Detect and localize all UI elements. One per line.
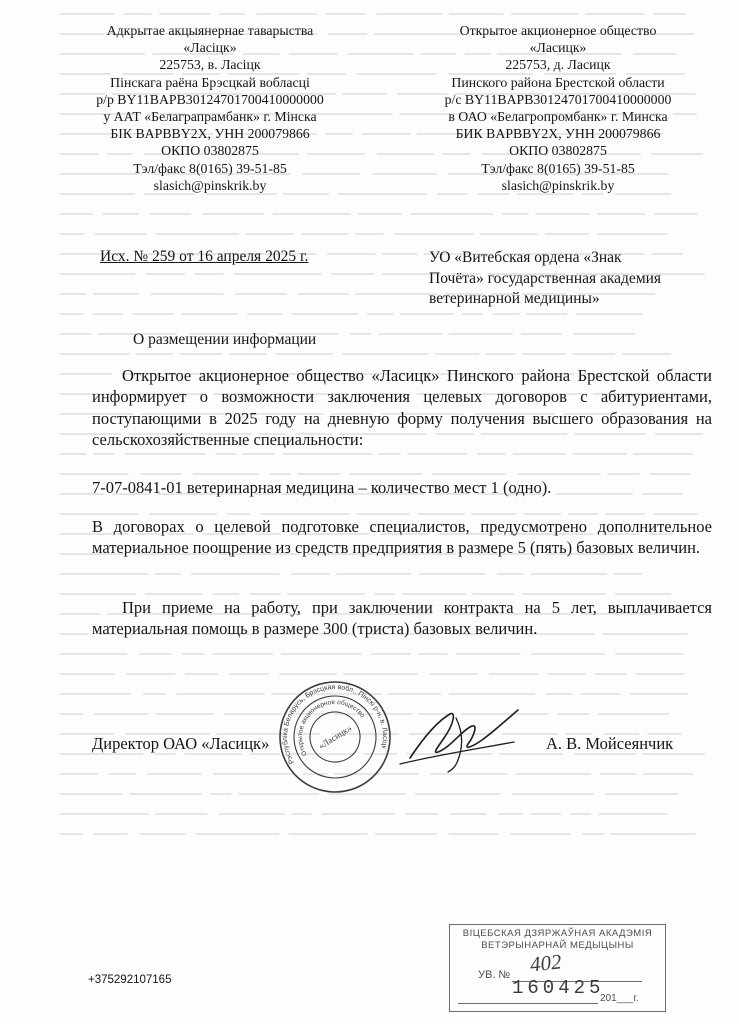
header-right-line: Пинского района Брестской области [451, 74, 665, 90]
seal-center-text: «Ласицк» [316, 722, 354, 752]
header-right-line: «Ласицк» [529, 40, 587, 56]
contact-phone: +375292107165 [88, 974, 172, 986]
header-right-line: 225753, д. Ласицк [505, 57, 611, 73]
header-right-line: ОКПО 03802875 [509, 143, 607, 159]
director-name: А. В. Мойсеянчик [546, 734, 674, 753]
registration-prefix: УВ. № [478, 969, 511, 981]
addressee-line: УО «Витебская ордена «Знак [429, 249, 622, 266]
outgoing-reference: Исх. № 259 от 16 апреля 2025 г. [100, 248, 309, 265]
header-left-line: 225753, в. Ласіцк [159, 57, 261, 73]
director-title: Директор ОАО «Ласицк» [92, 734, 270, 753]
header-left-line: «Ласіцк» [183, 40, 237, 56]
registration-stamp [449, 924, 666, 1012]
header-left-line: Адкрытае акцыянернае таварыства [106, 23, 314, 38]
registration-date-underline [458, 1003, 598, 1004]
company-seal [276, 678, 394, 796]
header-right-line: Открытое акционерное общество [459, 23, 657, 38]
header-left-line: БІК BAPBBY2X, УНН 200079866 [110, 126, 310, 142]
header-right-email: slasich@pinskrik.by [501, 177, 615, 193]
body-paragraph-employment: При приеме на работу, при заключении контракта на 5 лет, выплачивается материальная помощь в размере 300 (триста) базовых величин. [92, 598, 712, 639]
header-right-line: в ОАО «Белагропромбанк» г. Минска [448, 109, 668, 125]
header-left-line: р/р BY11BAPB30124701700410000000 [96, 91, 324, 107]
header-left-line: ОКПО 03802875 [161, 143, 259, 159]
header-left-email: slasich@pinskrik.by [153, 177, 267, 193]
header-belarusian [90, 22, 330, 194]
header-right-line: р/с BY11BAPB30124701700410000000 [444, 91, 672, 107]
body-paragraph-incentive: В договорах о целевой подготовке специалистов, предусмотрено дополнительное материальное поощрение из средств предприятия в размере 5 (пять) базовых величин. [92, 517, 712, 558]
header-russian [418, 22, 698, 194]
letter-subject: О размещении информации [133, 331, 317, 348]
addressee-block [429, 248, 661, 310]
seal-inner-text: Открытое акционерное общество [296, 698, 366, 757]
header-left-line: Пінскага раёна Брэсцкай вобласці [110, 74, 310, 90]
body-paragraph-specialty: 7-07-0841-01 ветеринарная медицина – количество мест 1 (одно). [92, 478, 552, 497]
header-left-line: Тэл/факс 8(0165) 39-51-85 [133, 160, 287, 176]
seal-outer-text: Рэспубліка Беларусь, Брэсцкая вобл., Пінскі р-н, в. Ласіцк [281, 683, 389, 765]
registration-stamp-org: ВІЦЕБСКАЯ ДЗЯРЖАЎНАЯ АКАДЭМІЯ [462, 928, 653, 939]
header-right-line: Тэл/факс 8(0165) 39-51-85 [481, 160, 635, 176]
registration-handwritten-number: 402 [528, 949, 563, 977]
registration-year: 201___г. [600, 993, 639, 1004]
addressee-line: Почёта» государственная академия [429, 269, 662, 287]
director-signature [392, 700, 532, 785]
body-paragraph-intro: Открытое акционерное общество «Ласицк» Пинского района Брестской области информирует о возможности заключения целевых договоров с абитуриентами, поступающими в 2025 году на дневную форму получения высшего образования на сельскохозяйственные специальности: [92, 366, 712, 449]
addressee-line: ветеринарной медицины» [429, 290, 600, 307]
registration-stamp-org-2: ВЕТЭРЫНАРНАЙ МЕДЫЦЫНЫ [481, 940, 634, 951]
header-right-line: БИК BAPBBY2X, УНН 200079866 [455, 126, 661, 142]
registration-stamped-number: 160425 [512, 977, 605, 999]
header-left-line: у ААТ «Белаграпрамбанк» г. Мінска [103, 109, 317, 125]
